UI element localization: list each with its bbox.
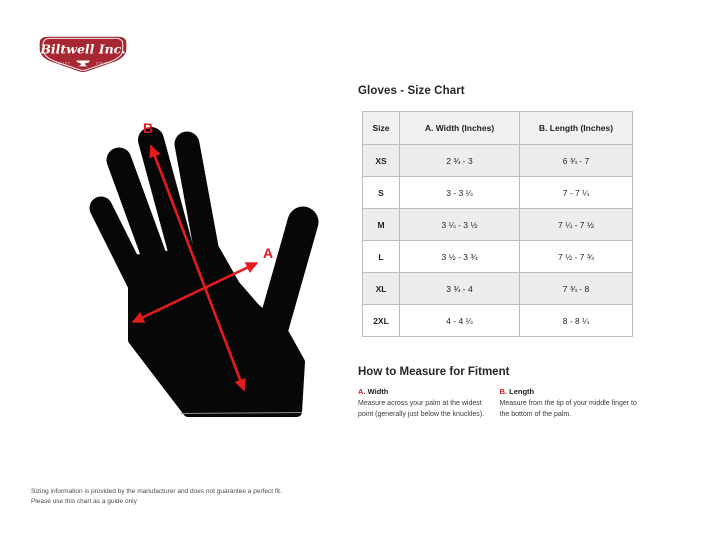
measure-letter-b: B. [499, 387, 508, 396]
table-row-l [363, 241, 633, 273]
logo-brand-text: Biltwell Inc. [40, 41, 126, 57]
size-value: S [363, 177, 400, 209]
logo-tagline-right: COUNTS” [95, 61, 117, 66]
measure-letter-a: A. [358, 387, 366, 396]
measure-item-width [358, 387, 494, 420]
measure-name-width: Width [367, 387, 389, 396]
hand-measurement-diagram [85, 100, 335, 420]
length-value: 7 ½ - 7 ¾ [520, 241, 633, 273]
measure-item-length [500, 387, 638, 420]
table-row-xs [363, 145, 633, 177]
length-value: 7 - 7 ¼ [520, 177, 633, 209]
width-value: 3 ¾ - 4 [400, 273, 520, 305]
col-header-length: B. Length (Inches) [520, 112, 633, 145]
table-row-s [363, 177, 633, 209]
disclaimer-text [31, 487, 282, 507]
width-value: 3 - 3 ¼ [400, 177, 520, 209]
width-value: 2 ¾ - 3 [400, 145, 520, 177]
table-header-row [363, 112, 633, 145]
logo-tagline-left: “QUALITY [49, 61, 71, 66]
measure-description-width: Measure across your palm at the widest point (generally just below the knuckles). [358, 400, 485, 418]
size-chart-title: Gloves - Size Chart [358, 85, 465, 97]
size-value: XL [363, 273, 400, 305]
label-b: B [142, 120, 154, 136]
size-value: M [363, 209, 400, 241]
length-value: 6 ¾ - 7 [520, 145, 633, 177]
disclaimer-line-2: Please use this chart as a guide only [31, 498, 137, 506]
size-value: L [363, 241, 400, 273]
label-a: A [262, 245, 274, 261]
length-value: 7 ¾ - 8 [520, 273, 633, 305]
disclaimer-line-1: Sizing information is provided by the manufacturer and does not guarantee a perfect fit. [31, 488, 282, 495]
how-to-measure-title: How to Measure for Fitment [358, 366, 510, 378]
shield-badge [35, 34, 131, 74]
biltwell-logo [35, 34, 131, 74]
how-to-measure-section [358, 366, 638, 420]
width-value: 3 ½ - 3 ¾ [400, 241, 520, 273]
table-row-xl [363, 273, 633, 305]
width-value: 3 ¼ - 3 ½ [400, 209, 520, 241]
length-value: 8 - 8 ¼ [520, 305, 633, 337]
measure-description-length: Measure from the tip of your middle finger to the bottom of the palm. [499, 400, 637, 418]
measure-name-length: Length [509, 387, 535, 396]
size-value: XS [363, 145, 400, 177]
length-value: 7 ¼ - 7 ½ [520, 209, 633, 241]
table-row-2xl [363, 305, 633, 337]
col-header-size: Size [363, 112, 400, 145]
hand-silhouette [101, 140, 303, 412]
size-value: 2XL [363, 305, 400, 337]
col-header-width: A. Width (Inches) [400, 112, 520, 145]
width-value: 4 - 4 ¼ [400, 305, 520, 337]
table-row-m [363, 209, 633, 241]
size-chart-table [362, 111, 633, 337]
